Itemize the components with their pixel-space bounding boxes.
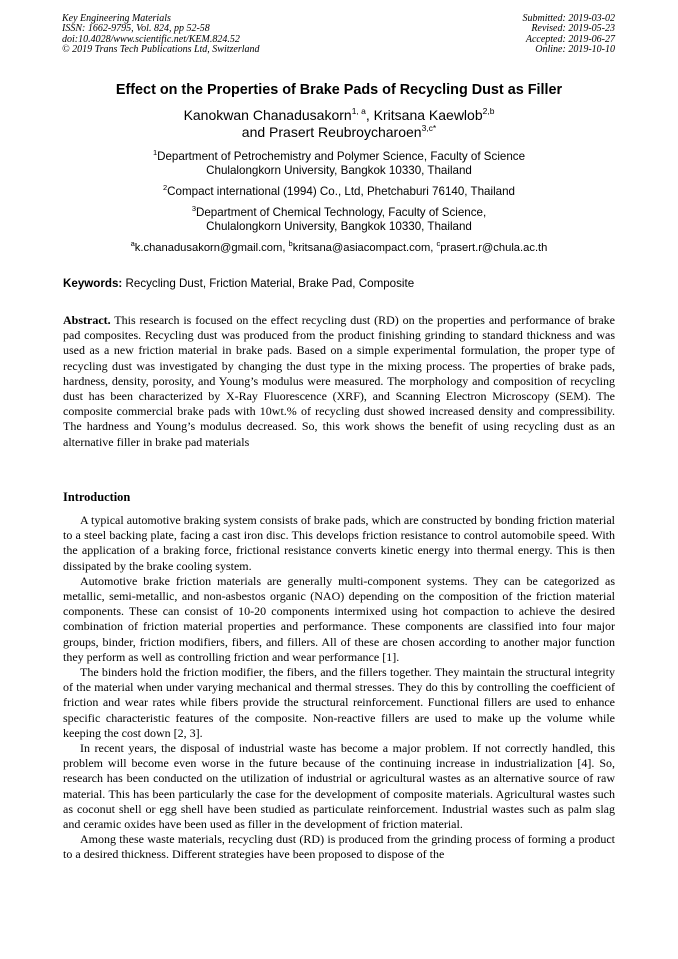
author-emails	[0, 239, 678, 254]
affiliation-sup: 2	[163, 183, 168, 192]
affiliation-line: Department of Chemical Technology, Faculty of Science,	[195, 206, 487, 219]
email-link[interactable]: k.chanadusakorn@gmail.com,	[134, 242, 289, 254]
abstract-text: This research is focused on the effect recycling dust (RD) on the properties and performance of brake pad composites. Recycling dust was produced from the product finishing grinding to standard thickness and was used as a new friction material in brake pads. Based on a simple experimental formulation, the proper type of recycling dust was investigated by changing the dust type in the mixing process. The properties of brake pads, hardness, density, porosity, and Young’s modulus were measured. The morphology and composition of recycling dust has been characterized by X-Ray Fluorescence (XRF), and Scanning Electron Microscopy (SEM). The composite commercial brake pads with 10wt.% of recycling dust showed increased density and compressibility. The hardness and Young’s modulus decreased. So, this work shows the benefit of using recycling dust as an alternative filler in brake pad materials	[63, 313, 615, 449]
keywords-label: Keywords:	[63, 277, 123, 290]
submitted-date: Submitted: 2019-03-02	[522, 13, 615, 24]
author-separator: ,	[365, 107, 374, 123]
email-sup: a	[130, 239, 135, 248]
intro-paragraph: In recent years, the disposal of industrial waste has become a major problem. If not correctly handled, this problem will become even worse in the future because of the continuing increase in industrialization [4]. So, research has been conducted on the utilization of industrial or agricultural wastes as an alternative source of raw material. This has been particularly the case for the development of composite materials. Agricultural wastes such as coconut shell or egg shell have been studied as particulate reinforcement. Industrial wastes such as palm slag and ceramic oxides have been used as filler in the development of friction material.	[63, 741, 615, 832]
affiliation-line: Compact international (1994) Co., Ltd, Phetchaburi 76140, Thailand	[167, 185, 515, 198]
introduction-heading: Introduction	[63, 490, 131, 504]
revised-date: Revised: 2019-05-23	[531, 23, 615, 35]
intro-paragraph: Among these waste materials, recycling dust (RD) is produced from the grinding process of forming a product to a desired thickness. Different strategies have been proposed to dispose of the	[63, 832, 615, 862]
author-name: and Prasert Reubroycharoen	[241, 124, 422, 140]
issn-line: ISSN: 1662-9795, Vol. 824, pp 52-58	[62, 23, 210, 35]
affiliation-sup: 1	[152, 148, 158, 157]
author-sup: 1, a	[351, 106, 366, 116]
author-name: Kritsana Kaewlob	[373, 107, 483, 123]
author-sup: 3,c*	[421, 123, 437, 133]
online-date: Online: 2019-10-10	[535, 44, 615, 56]
journal-name: Key Engineering Materials	[62, 13, 171, 24]
accepted-date: Accepted: 2019-06-27	[525, 33, 615, 45]
affiliation-line: Chulalongkorn University, Bangkok 10330, Thailand	[206, 220, 472, 234]
affiliation-2	[0, 185, 678, 199]
email-link[interactable]: kritsana@asiacompact.com,	[292, 242, 437, 254]
email-sup: b	[288, 239, 293, 248]
intro-paragraph: Automotive brake friction materials are generally multi-component systems. They can be categorized as metallic, semi-metallic, and non-asbestos organic (NAO) depending on the composition of the friction material components. These can consist of 10-20 components intermixed using hot compaction to achieve the desired combination of friction material properties and performance. These components are classified into four major groups, binder, friction modifiers, fibers, and fillers. All of these are chosen according to another major function they perform as well as controlling friction and wear performance [1].	[63, 573, 615, 664]
email-link[interactable]: prasert.r@chula.ac.th	[440, 242, 548, 254]
intro-paragraph: The binders hold the friction modifier, the fibers, and the fillers together. They maintain the structural integrity of the material when under varying mechanical and thermal stresses. They do this by controlling the coefficient of friction and wear rates while fibers provide the structural reinforcement. Functional fillers are used to enhance specific characteristic features of the composite. Non-reactive fillers are used to make up the volume while keeping the cost down [2, 3].	[63, 665, 615, 740]
affiliation-sup: 3	[191, 204, 196, 213]
author-sup: 2,b	[482, 106, 495, 116]
abstract-section	[63, 313, 615, 450]
affiliation-1	[0, 150, 678, 179]
email-sup: c	[436, 239, 441, 248]
author-name: Kanokwan Chanadusakorn	[183, 107, 352, 123]
publication-dates	[523, 14, 616, 56]
keywords-text: Recycling Dust, Friction Material, Brake Pad, Composite	[122, 277, 415, 290]
doi-line: doi:10.4028/www.scientific.net/KEM.824.52	[62, 33, 240, 45]
author-list	[0, 107, 678, 141]
abstract-label: Abstract.	[63, 313, 111, 327]
keywords-line	[63, 277, 414, 290]
introduction-section	[63, 513, 615, 863]
paper-title: Effect on the Properties of Brake Pads of Recycling Dust as Filler	[115, 82, 563, 98]
affiliation-line: Department of Petrochemistry and Polymer Science, Faculty of Science	[157, 150, 526, 163]
affiliation-line: Chulalongkorn University, Bangkok 10330, Thailand	[206, 164, 472, 178]
journal-info	[62, 14, 260, 56]
intro-paragraph: A typical automotive braking system consists of brake pads, which are constructed by bonding friction material to a steel backing plate, facing a cast iron disc. This develops friction resistance to control automobile speed. With the application of a braking force, frictional resistance converts kinetic energy into thermal energy. This is then dissipated by the brake cooling system.	[63, 513, 615, 573]
copyright-line: © 2019 Trans Tech Publications Ltd, Switzerland	[62, 44, 260, 56]
affiliation-3	[0, 206, 678, 235]
